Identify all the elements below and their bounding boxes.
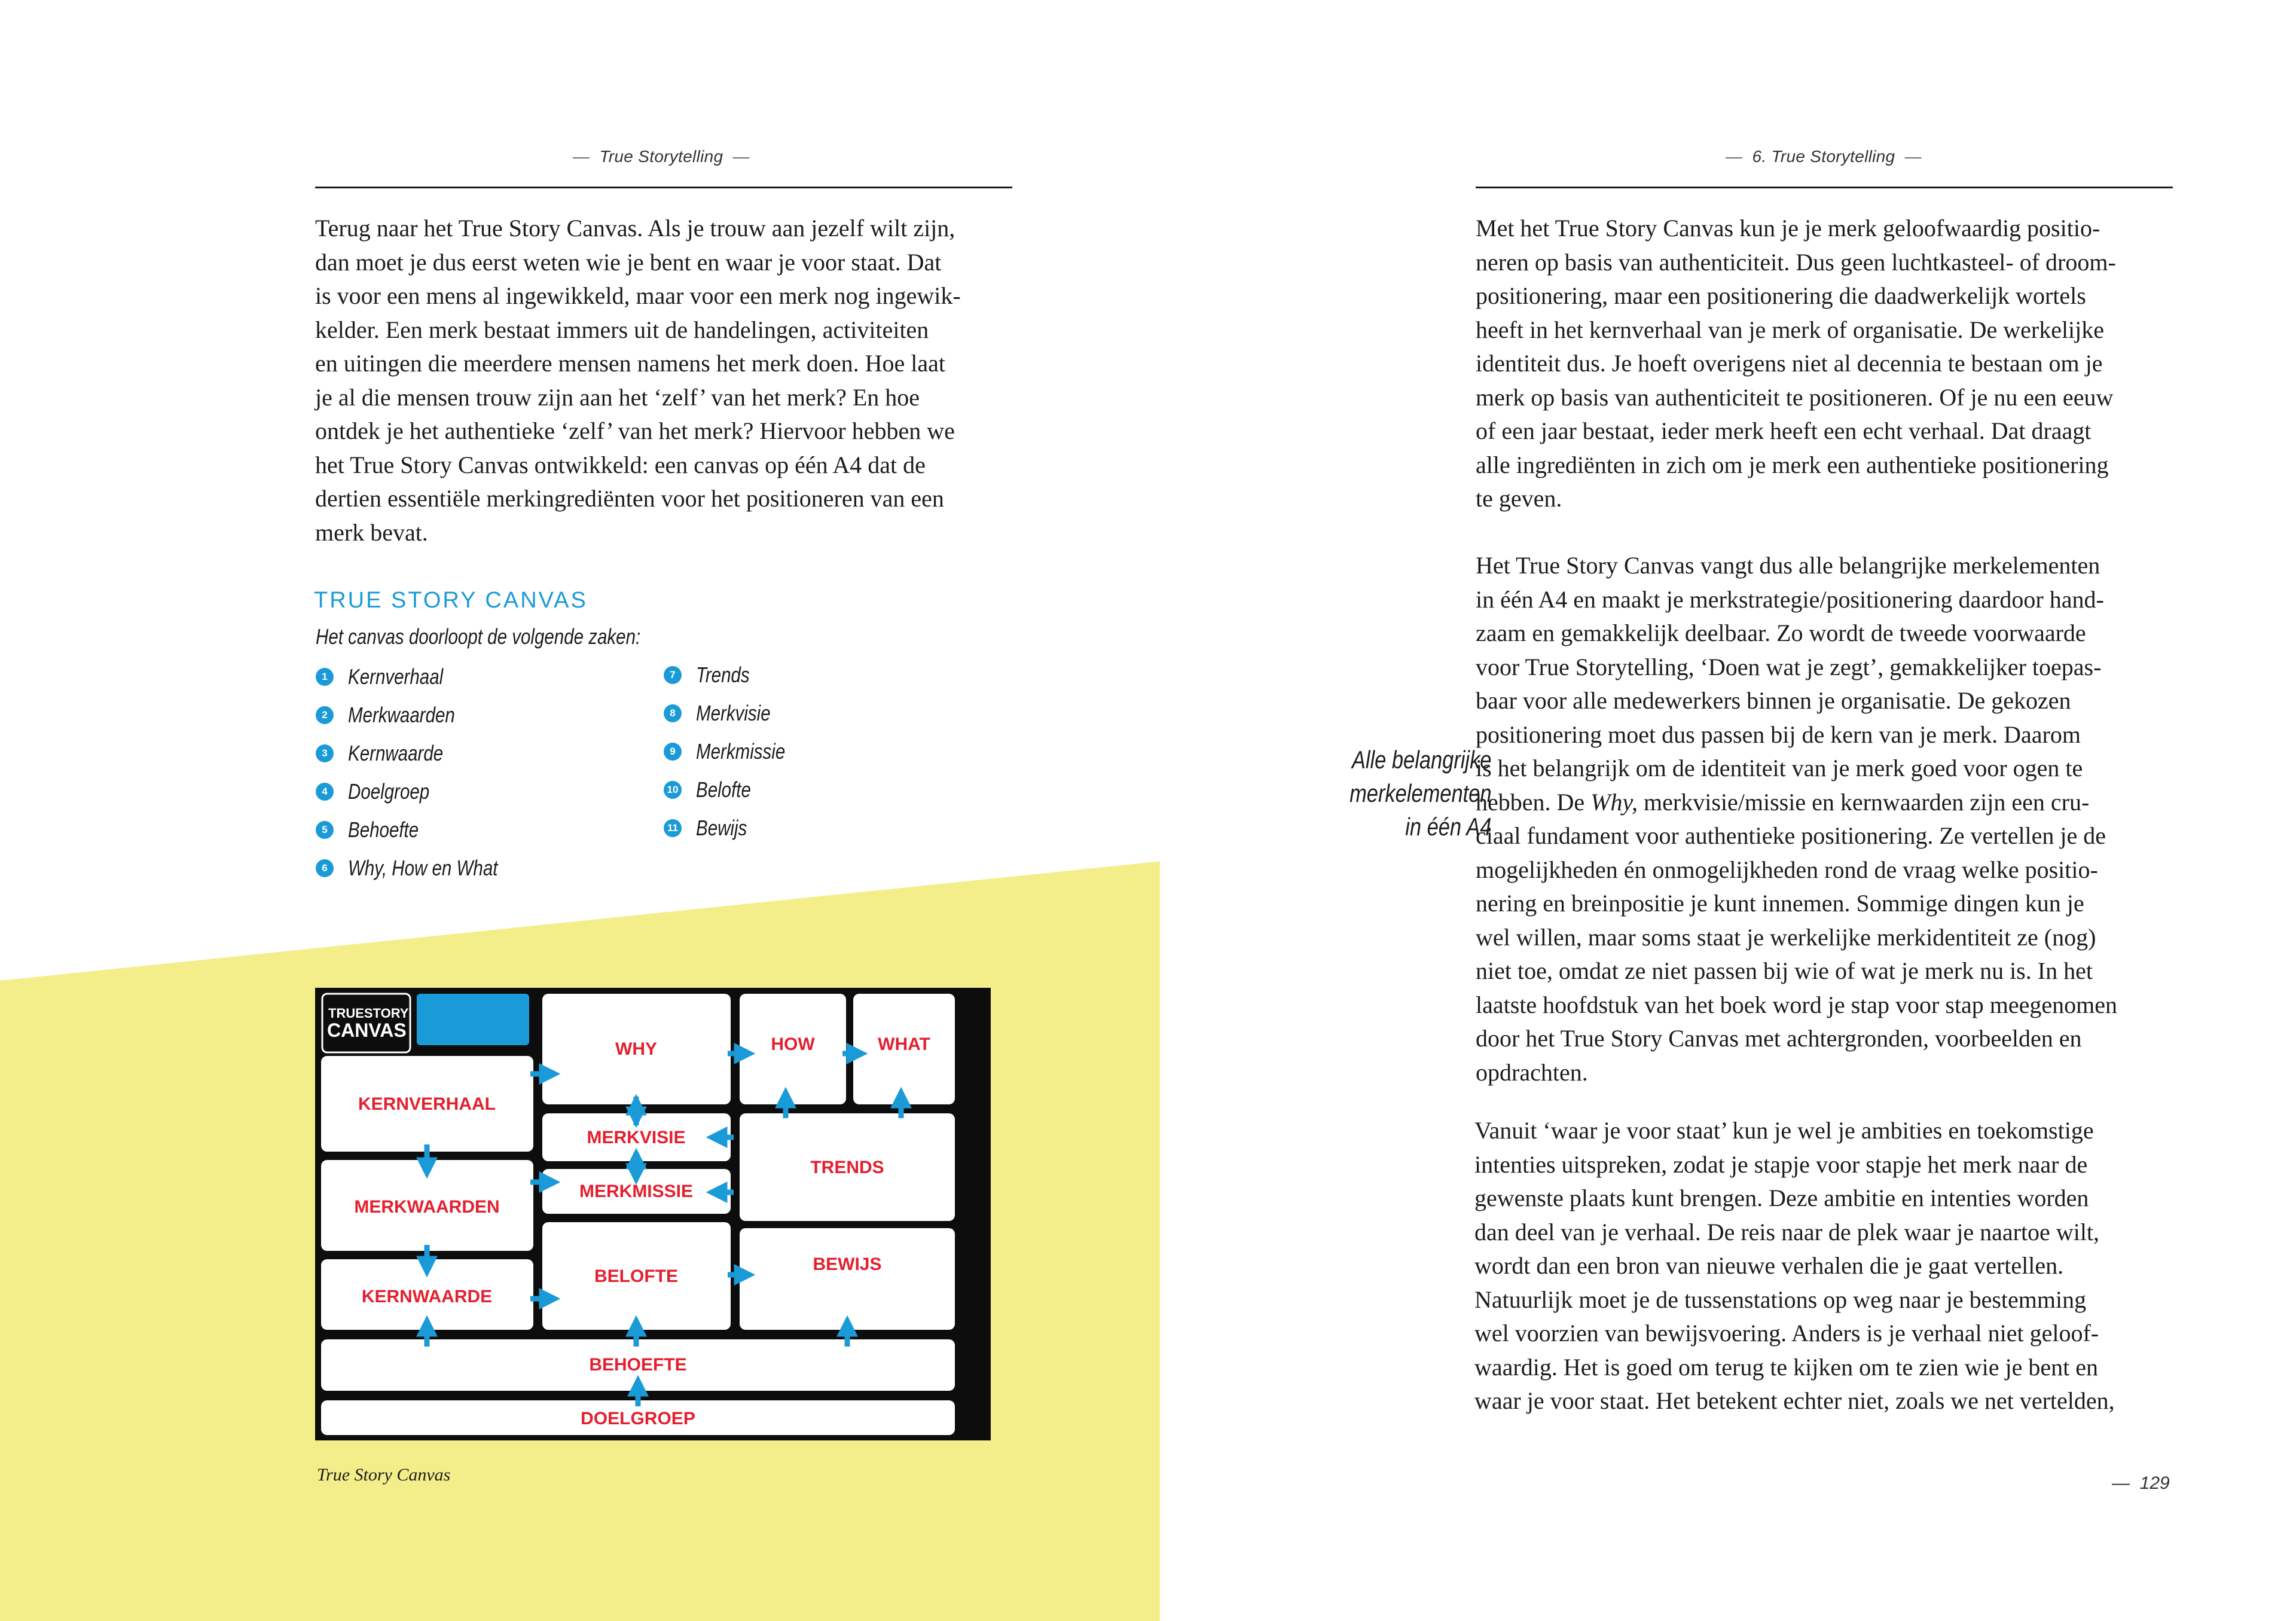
text-line: wel voorzien van bewijsvoering. Anders is je verhaal niet geloof- — [1474, 1320, 2099, 1347]
text-line: kelder. Een merk bestaat immers uit de handelingen, activiteiten — [315, 316, 929, 343]
pull-quote-line: Alle belangrijke — [1351, 746, 1491, 774]
number-badge: 5 — [316, 821, 334, 839]
right-running-head: — 6. True Storytelling — — [1726, 147, 1922, 166]
canvas-cell-behoefte — [321, 1339, 955, 1391]
canvas-cell-trends — [740, 1113, 955, 1221]
canvas-list-column-2 — [664, 656, 805, 847]
list-item: 3 Kernwaarde — [316, 734, 530, 773]
number-badge: 4 — [316, 783, 334, 801]
number-badge: 3 — [316, 744, 334, 762]
canvas-cell-merkwaarden — [321, 1160, 533, 1251]
text-line: baar voor alle medewerkers binnen je organisatie. De gekozen — [1476, 687, 2071, 714]
text-line: wordt dan een bron van nieuwe verhalen die je gaat vertellen. — [1474, 1252, 2064, 1279]
text-line: alle ingrediënten in zich om je merk een authentieke positionering — [1476, 451, 2109, 478]
pull-quote-line: merkelementen — [1349, 779, 1491, 807]
text-line: door het True Story Canvas met achtergronden, voorbeelden en — [1476, 1025, 2082, 1052]
canvas-logo — [322, 994, 410, 1052]
text-line: wel willen, maar soms staat je werkelijke merkidentiteit ze (nog) — [1476, 923, 2096, 951]
text-line: Natuurlijk moet je de tussenstations op weg naar je bestemming — [1474, 1286, 2087, 1313]
text-line: identiteit dus. Je hoeft overigens niet al decennia te bestaan om je — [1476, 350, 2103, 377]
text-line: ontdek je het authentieke ‘zelf’ van het merk? Hiervoor hebben we — [315, 417, 955, 444]
right-paragraph-2 — [1476, 549, 2117, 1089]
label-how: HOW — [771, 1034, 815, 1054]
label-kernverhaal: KERNVERHAAL — [358, 1094, 496, 1114]
right-paragraph-3 — [1474, 1114, 2115, 1418]
text-line: is het belangrijk om de identiteit van je merk goed voor ogen te — [1476, 755, 2083, 782]
blue-logo-block — [417, 994, 529, 1045]
text-line: positionering moet dus passen bij de kern van je merk. Daarom — [1476, 721, 2081, 748]
right-header-rule — [1476, 187, 2173, 188]
canvas-list-column-1 — [316, 658, 530, 887]
label-what: WHAT — [878, 1034, 930, 1054]
list-item: 11 Bewijs — [664, 809, 805, 847]
label-merkwaarden: MERKWAARDEN — [354, 1197, 500, 1217]
logo-text-line-1: TRUESTORY — [328, 1006, 409, 1021]
pull-quote — [1349, 743, 1491, 844]
text-line: voor True Storytelling, ‘Doen wat je zegt’, gemakkelijker toepas- — [1476, 653, 2102, 680]
right-paragraph-1 — [1476, 212, 2116, 516]
text-line: waar je voor staat. Het betekent echter niet, zoals we net vertelden, — [1474, 1387, 2115, 1414]
list-item: 2 Merkwaarden — [316, 696, 530, 734]
text-line: je al die mensen trouw zijn aan het ‘zelf’ van het merk? En hoe — [315, 383, 920, 411]
text-line: opdrachten. — [1476, 1058, 1588, 1086]
text-line: Met het True Story Canvas kun je je merk geloofwaardig positio- — [1476, 215, 2100, 242]
text-line: Het True Story Canvas vangt dus alle belangrijke merkelementen — [1476, 552, 2100, 579]
text-line: gewenste plaats kunt brengen. Deze ambitie en intenties worden — [1474, 1185, 2089, 1211]
number-badge: 9 — [664, 743, 682, 761]
text-line: en uitingen die meerdere mensen namens het merk doen. Hoe laat — [315, 350, 946, 377]
list-item: 6 Why, How en What — [316, 849, 530, 887]
text-line: neren op basis van authenticiteit. Dus geen luchtkasteel- of droom- — [1476, 248, 2116, 276]
text-line: mogelijkheden én onmogelijkheden rond de vraag welke positio- — [1476, 856, 2098, 883]
text-line: heeft in het kernverhaal van je merk of organisatie. De werkelijke — [1476, 316, 2105, 343]
section-title: TRUE STORY CANVAS — [314, 588, 588, 613]
text-line: het True Story Canvas ontwikkeld: een canvas op één A4 dat de — [315, 451, 926, 478]
label-kernwaarde: KERNWAARDE — [361, 1287, 493, 1306]
text-line: dertien essentiële merkingrediënten voor het positioneren van een — [315, 485, 944, 512]
right-page — [1148, 0, 2296, 1621]
number-badge: 10 — [664, 781, 682, 799]
list-item: 9 Merkmissie — [664, 732, 805, 771]
text-line: niet toe, omdat ze niet passen bij wie of wat je merk nu is. In het — [1476, 957, 2093, 984]
label-why: WHY — [615, 1039, 657, 1059]
text-line: positionering, maar een positionering die daadwerkelijk wortels — [1476, 282, 2086, 309]
canvas-cell-kernwaarde — [321, 1259, 533, 1330]
text-line: te geven. — [1476, 485, 1562, 512]
number-badge: 6 — [316, 859, 334, 877]
left-running-head: — True Storytelling — — [573, 147, 750, 166]
left-header-rule — [315, 187, 1012, 188]
text-line: in één A4 en maakt je merkstrategie/positionering daardoor hand- — [1476, 585, 2104, 613]
text-line: zaam en gemakkelijk deelbaar. Zo wordt de tweede voorwaarde — [1476, 619, 2086, 646]
list-intro: Het canvas doorloopt de volgende zaken: — [316, 624, 641, 649]
text-line: Vanuit ‘waar je voor staat’ kun je wel je ambities en toekomstige — [1474, 1117, 2094, 1144]
label-merkmissie: MERKMISSIE — [579, 1182, 694, 1201]
number-badge: 8 — [664, 704, 682, 722]
label-merkvisie: MERKVISIE — [587, 1128, 686, 1147]
canvas-cell-why — [542, 994, 731, 1104]
list-item: 5 Behoefte — [316, 811, 530, 849]
text-line: is voor een mens al ingewikkeld, maar voor een merk nog ingewik- — [315, 282, 961, 309]
logo-text-line-2: CANVAS — [327, 1019, 407, 1041]
label-belofte: BELOFTE — [594, 1266, 678, 1286]
number-badge: 1 — [316, 668, 334, 686]
label-bewijs: BEWIJS — [813, 1254, 882, 1274]
list-item: 1 Kernverhaal — [316, 658, 530, 696]
text-line: nering en breinpositie je kunt innemen. Sommige dingen kun je — [1476, 890, 2084, 917]
text-line: ciaal fundament voor authentieke positionering. Ze vertellen je de — [1476, 822, 2106, 849]
page-number: — 129 — [2112, 1473, 2170, 1493]
number-badge: 11 — [664, 819, 682, 837]
label-doelgroep: DOELGROEP — [581, 1409, 695, 1428]
pull-quote-line: in één A4 — [1405, 813, 1491, 841]
list-item: 10 Belofte — [664, 771, 805, 809]
text-line: of een jaar bestaat, ieder merk heeft een echt verhaal. Dat draagt — [1476, 417, 2092, 444]
label-behoefte: BEHOEFTE — [589, 1355, 687, 1375]
text-line: waardig. Het is goed om terug te kijken om te zien wie je bent en — [1474, 1353, 2099, 1381]
text-line: intenties uitspreken, zodat je stapje voor stapje het merk naar de — [1474, 1150, 2088, 1178]
figure-caption: True Story Canvas — [317, 1465, 451, 1485]
text-line: laatste hoofdstuk van het boek word je stap voor stap meegenomen — [1476, 991, 2118, 1018]
number-badge: 2 — [316, 706, 334, 724]
canvas-cell-what — [853, 994, 955, 1104]
canvas-cell-belofte — [542, 1222, 731, 1330]
canvas-cell-kernverhaal — [321, 1056, 533, 1152]
list-item: 8 Merkvisie — [664, 694, 805, 732]
canvas-cell-bewijs — [740, 1228, 955, 1330]
number-badge: 7 — [664, 666, 682, 684]
text-line: Terug naar het True Story Canvas. Als je trouw aan jezelf wilt zijn, — [315, 215, 955, 242]
text-line: hebben. De Why, merkvisie/missie en kernwaarden zijn een cru- — [1476, 788, 2090, 816]
text-line: merk op basis van authenticiteit te positioneren. Of je nu een eeuw — [1476, 383, 2114, 411]
true-story-canvas-figure — [315, 988, 991, 1440]
list-item: 7 Trends — [664, 656, 805, 694]
text-line: dan deel van je verhaal. De reis naar de plek waar je naartoe wilt, — [1474, 1218, 2100, 1245]
left-paragraph — [315, 212, 961, 550]
text-line: merk bevat. — [315, 518, 428, 546]
canvas-cell-how — [740, 994, 846, 1104]
text-line: dan moet je dus eerst weten wie je bent en waar je voor staat. Dat — [315, 248, 942, 276]
list-item: 4 Doelgroep — [316, 773, 530, 811]
label-trends: TRENDS — [810, 1158, 884, 1177]
